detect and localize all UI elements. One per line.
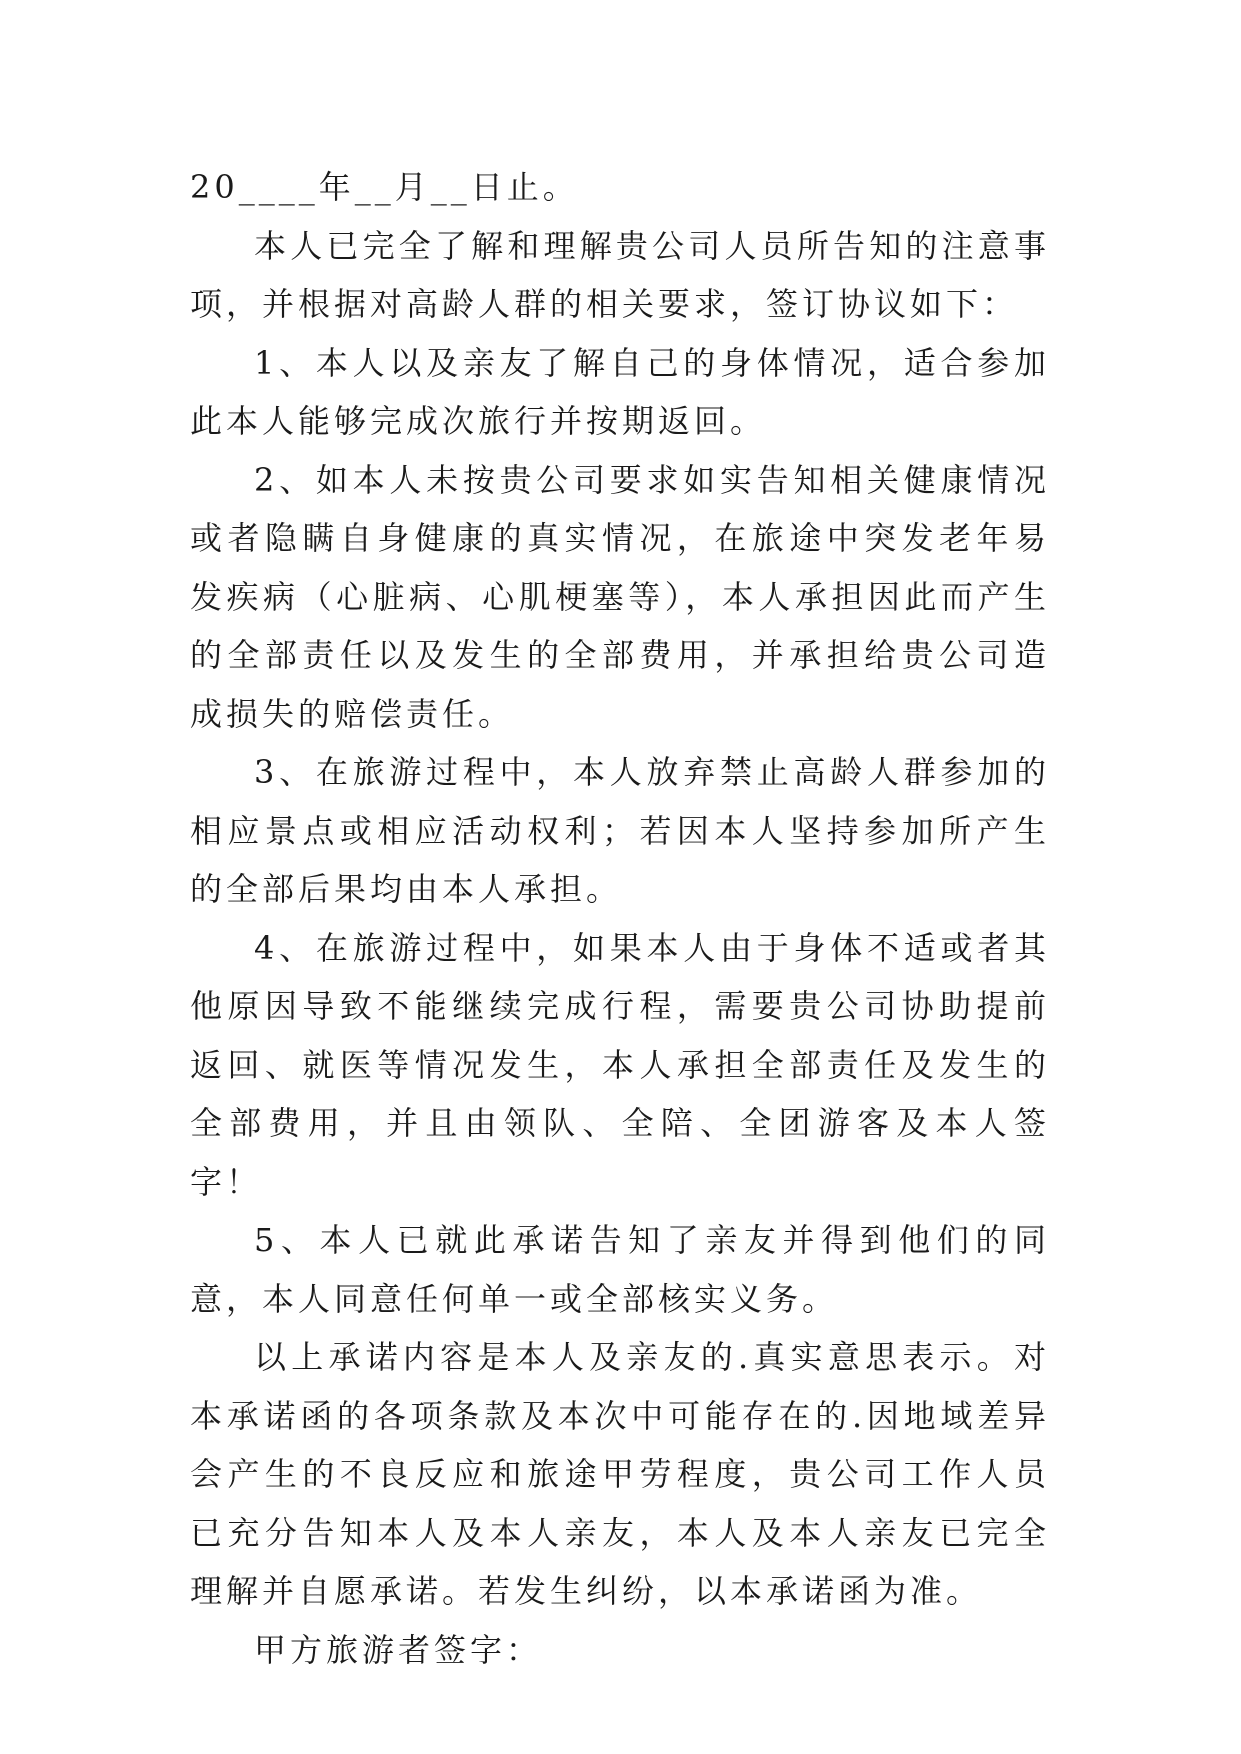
date-line: 20____年__月__日止。 — [190, 168, 579, 206]
declaration-paragraph: 以上承诺内容是本人及亲友的.真实意思表示。对本承诺函的各项条款及本次中可能存在的.因地域差异会产生的不良反应和旅途甲劳程度，贵公司工作人员已充分告知本人及本人亲友，本人及本人亲友已完全理解并自愿承诺。若发生纠纷，以本承诺函为准。 — [190, 1338, 1050, 1610]
clause-4: 4、在旅游过程中，如果本人由于身体不适或者其他原因导致不能继续完成行程，需要贵公司协助提前返回、就医等情况发生，本人承担全部责任及发生的全部费用，并且由领队、全陪、全团游客及本人签字！ — [190, 928, 1050, 1201]
clause-5: 5、本人已就此承诺告知了亲友并得到他们的同意，本人同意任何单一或全部核实义务。 — [190, 1221, 1050, 1318]
clause-2: 2、如本人未按贵公司要求如实告知相关健康情况或者隐瞒自身健康的真实情况，在旅途中突发老年易发疾病（心脏病、心肌梗塞等），本人承担因此而产生的全部责任以及发生的全部费用，并承担给贵公司造成损失的赔偿责任。 — [190, 460, 1050, 733]
signature-line: 甲方旅游者签字： — [254, 1630, 543, 1669]
clause-3: 3、在旅游过程中，本人放弃禁止高龄人群参加的相应景点或相应活动权利；若因本人坚持参加所产生的全部后果均由本人承担。 — [190, 753, 1050, 908]
clause-1: 1、本人以及亲友了解自己的身体情况，适合参加此本人能够完成次旅行并按期返回。 — [190, 343, 1050, 440]
intro-paragraph: 本人已完全了解和理解贵公司人员所告知的注意事项，并根据对高龄人群的相关要求，签订协议如下： — [190, 226, 1050, 323]
document-body — [190, 158, 1050, 1679]
